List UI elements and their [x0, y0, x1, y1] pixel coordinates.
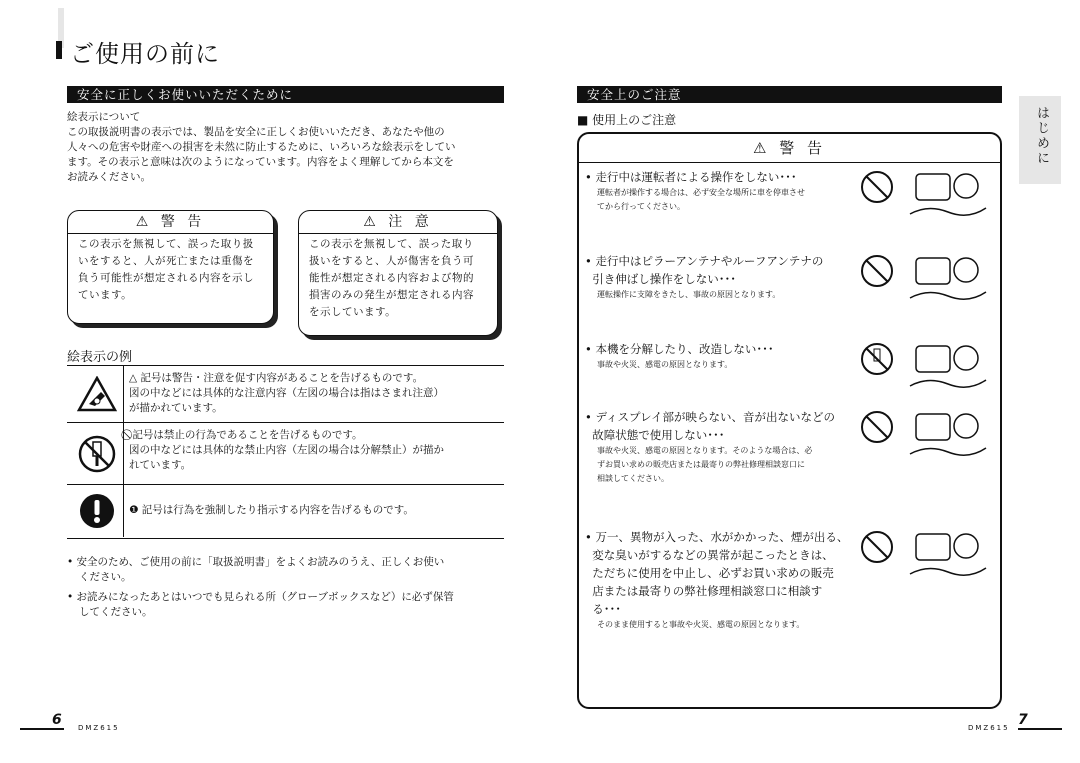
- example-line: 図の中などには具体的な禁止内容（左図の場合は分解禁止）が描か: [129, 444, 444, 456]
- example-line: ❶ 記号は行為を強制したり指示する内容を告げるものです。: [129, 504, 414, 516]
- page-number-right: 7: [1018, 712, 1028, 728]
- warning-item-sub: ずお買い求めの販売店または最寄りの弊社修理相談窓口に: [597, 460, 805, 469]
- warning-item: [585, 528, 850, 632]
- illustration: [908, 336, 988, 396]
- warning-item-sub: 事故や火災、感電の原因となります。そのような場合は、必: [597, 446, 813, 455]
- bullet-line: 安全のため、ご使用の前に「取扱説明書」をよくお読みのうえ、正しくお使い: [76, 556, 445, 568]
- warning-line: 負う可能性が想定される内容を示し: [78, 272, 254, 284]
- footer-line-left: [20, 728, 64, 730]
- caution-box-title: 注 意: [388, 214, 433, 230]
- warning-item: [585, 252, 850, 302]
- bullet-line: ください。: [79, 571, 132, 583]
- caution-line: この表示を無視して、誤った取り: [309, 238, 474, 250]
- caution-line: を示しています。: [309, 306, 397, 318]
- model-left: DMZ615: [78, 724, 120, 732]
- bullet-line: してください。: [79, 606, 153, 618]
- intro-line: ます。その表示と意味は次のようになっています。内容をよく理解してから本文を: [67, 156, 454, 168]
- subhead-usage: ■ 使用上のご注意: [577, 113, 677, 127]
- prohibition-icon: [860, 254, 894, 288]
- section-header-safety: 安全に正しくお使いいただくために: [67, 86, 504, 103]
- warning-item-main: る･･･: [585, 602, 622, 616]
- right-warning-head: [579, 134, 1000, 163]
- section-header-precautions: 安全上のご注意: [577, 86, 1002, 103]
- example-line: △ 記号は警告・注意を促す内容があることを告げるものです。: [129, 372, 424, 384]
- warning-item-main: ただちに使用を中止し、必ずお買い求めの販売: [585, 566, 834, 580]
- warning-item-main: • 走行中はピラーアンテナやルーフアンテナの: [585, 254, 824, 268]
- warning-item-main: • ディスプレイ部が映らない、音が出ないなどの: [585, 410, 835, 424]
- warning-line: ています。: [78, 289, 133, 301]
- warning-box-title: 警 告: [160, 214, 206, 230]
- illustration: [908, 164, 988, 224]
- caution-line: 損害のみの発生が想定される内容: [309, 289, 474, 301]
- intro-label: 絵表示について: [67, 111, 141, 123]
- warning-item-sub: 運転者が操作する場合は、必ず安全な場所に車を停車させ: [597, 188, 805, 197]
- warning-line: この表示を無視して、誤った取り扱: [78, 238, 254, 250]
- warning-triangle-icon: ⚠: [363, 214, 380, 230]
- page-number-left: 6: [52, 712, 62, 728]
- mandatory-icon: [71, 485, 124, 537]
- warning-item-sub: てから行ってください。: [597, 202, 685, 211]
- example-line: ⃠ 記号は禁止の行為であることを告げるものです。: [129, 429, 363, 441]
- caution-line: 扱いをすると、人が傷害を負う可: [309, 255, 474, 267]
- warning-item-main: • 走行中は運転者による操作をしない･･･: [585, 170, 797, 184]
- warning-triangle-icon: ⚠: [135, 214, 153, 230]
- bullet-item: • 安全のため、ご使用の前に「取扱説明書」をよくお読みのうえ、正しくお使い ください。: [67, 556, 445, 583]
- intro-line: この取扱説明書の表示では、製品を安全に正しくお使いいただき、あなたや他の: [67, 126, 445, 138]
- illustration: [908, 248, 988, 308]
- intro-line: 人々への危害や財産への損害を未然に防止するために、いろいろな絵表示をしてい: [67, 141, 456, 153]
- example-text: [129, 428, 444, 473]
- warning-item-main: 引き伸ばし操作をしない･･･: [585, 272, 737, 286]
- warning-item: [585, 168, 850, 214]
- warning-item-main: 店または最寄りの弊社修理相談窓口に相談す: [585, 584, 823, 598]
- warning-item-sub: 運転操作に支障をきたし、事故の原因となります。: [597, 290, 781, 299]
- example-row-mandatory: [67, 485, 504, 537]
- example-row-warning: [67, 366, 504, 423]
- model-right: DMZ615: [968, 724, 1010, 732]
- warning-item-sub: そのまま使用すると事故や火災、感電の原因となります。: [597, 620, 805, 629]
- disassembly-prohibited-icon: [860, 342, 894, 376]
- finger-pinch-icon: [71, 366, 124, 422]
- illustration: [908, 404, 988, 464]
- warning-box-head: [68, 211, 273, 234]
- warning-item-main: • 万一、異物が入った、水がかかった、煙が出る、: [585, 530, 849, 544]
- example-line: が描かれています。: [129, 402, 223, 414]
- prohibition-icon: [860, 410, 894, 444]
- caution-box-body: [299, 234, 497, 323]
- examples-table: [67, 365, 504, 539]
- warning-item-main: 故障状態で使用しない･･･: [585, 428, 725, 442]
- side-tab: [1019, 96, 1061, 184]
- intro-line: お読みください。: [67, 171, 151, 183]
- warning-item: [585, 340, 850, 372]
- bullets-block: [67, 555, 507, 620]
- bullet-line: お読みになったあとはいつでも見られる所（グローブボックスなど）に必ず保管: [76, 591, 454, 603]
- warning-item: [585, 408, 850, 486]
- warning-box-body: [68, 234, 273, 306]
- examples-heading: 絵表示の例: [67, 350, 133, 365]
- example-text: [129, 371, 444, 416]
- warning-box: [67, 210, 274, 324]
- caution-box-head: [299, 211, 497, 234]
- side-tab-label: はじめに: [1034, 106, 1049, 166]
- example-line: れています。: [129, 459, 192, 471]
- warning-line: いをすると、人が死亡または重傷を: [78, 255, 254, 267]
- water-prohibited-icon: [860, 530, 894, 564]
- prohibition-icon: [860, 170, 894, 204]
- warning-item-sub: 相談してください。: [597, 474, 669, 483]
- disassembly-prohibited-icon: [71, 423, 124, 484]
- intro-block: [67, 110, 507, 185]
- example-line: 図の中などには具体的な注意内容（左図の場合は指はさまれ注意）: [129, 387, 444, 399]
- example-row-prohibition: [67, 423, 504, 485]
- illustration: [908, 524, 988, 584]
- footer-line-right: [1018, 728, 1062, 730]
- title-marker: [56, 41, 62, 59]
- right-warning-title: 警 告: [779, 139, 826, 157]
- warning-item-main: • 本機を分解したり、改造しない･･･: [585, 342, 774, 356]
- bullet-item: • お読みになったあとはいつでも見られる所（グローブボックスなど）に必ず保管 してください。: [67, 591, 454, 618]
- page-title: ご使用の前に: [70, 40, 220, 68]
- warning-triangle-icon: ⚠: [752, 139, 771, 157]
- caution-line: 能性が想定される内容および物的: [309, 272, 474, 284]
- warning-item-sub: 事故や火災、感電の原因となります。: [597, 360, 733, 369]
- example-text: [129, 503, 414, 518]
- caution-box: [298, 210, 498, 336]
- warning-item-main: 変な臭いがするなどの異常が起こったときは、: [585, 548, 834, 562]
